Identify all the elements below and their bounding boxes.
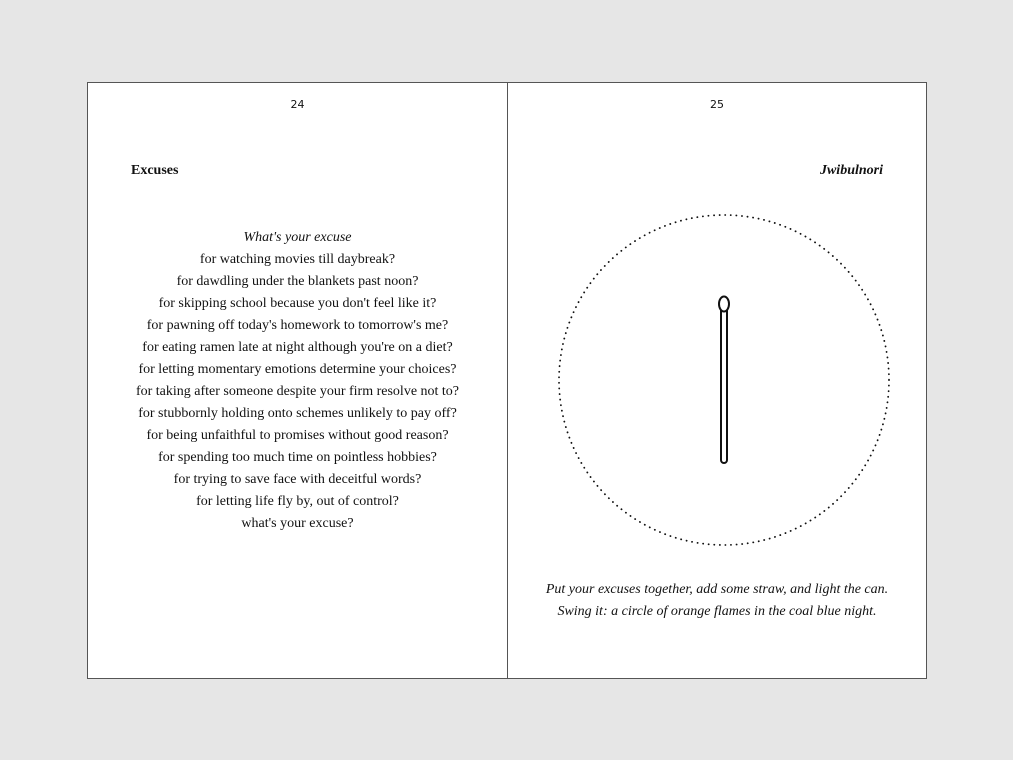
caption-line: Put your excuses together, add some straw, and light the can. <box>545 582 889 597</box>
page-number-left: 24 <box>290 98 305 111</box>
page-number-right: 25 <box>710 98 724 111</box>
poem-line: for dawdling under the blankets past noon? <box>176 274 419 289</box>
poem-line: for being unfaithful to promises without good reason? <box>146 428 449 443</box>
poem-line: for spending too much time on pointless hobbies? <box>158 450 437 465</box>
right-page <box>508 83 926 678</box>
poem-line: for stubbornly holding onto schemes unlikely to pay off? <box>138 406 457 421</box>
poem-line: for eating ramen late at night although you're on a diet? <box>142 340 453 355</box>
page-title-excuses: Excuses <box>131 163 179 178</box>
illustration-caption <box>508 579 926 623</box>
book-spread <box>87 82 927 679</box>
poem-line: for watching movies till daybreak? <box>199 252 396 267</box>
matchstick-icon <box>719 297 729 464</box>
caption-line: Swing it: a circle of orange flames in the coal blue night. <box>557 604 877 619</box>
poem-line: for letting momentary emotions determine your choices? <box>138 362 457 377</box>
poem <box>88 227 507 535</box>
poem-line: for letting life fly by, out of control? <box>196 494 399 509</box>
poem-line: for skipping school because you don't feel like it? <box>158 296 437 311</box>
poem-line: for trying to save face with deceitful words? <box>173 472 422 487</box>
poem-line: What's your excuse <box>243 230 352 245</box>
jwibulnori-illustration <box>557 213 891 547</box>
poem-line: what's your excuse? <box>241 516 354 531</box>
page-title-jwibulnori: Jwibulnori <box>819 163 883 178</box>
left-page <box>88 83 508 678</box>
poem-line: for taking after someone despite your firm resolve not to? <box>135 384 460 399</box>
poem-line: for pawning off today's homework to tomorrow's me? <box>146 318 449 333</box>
